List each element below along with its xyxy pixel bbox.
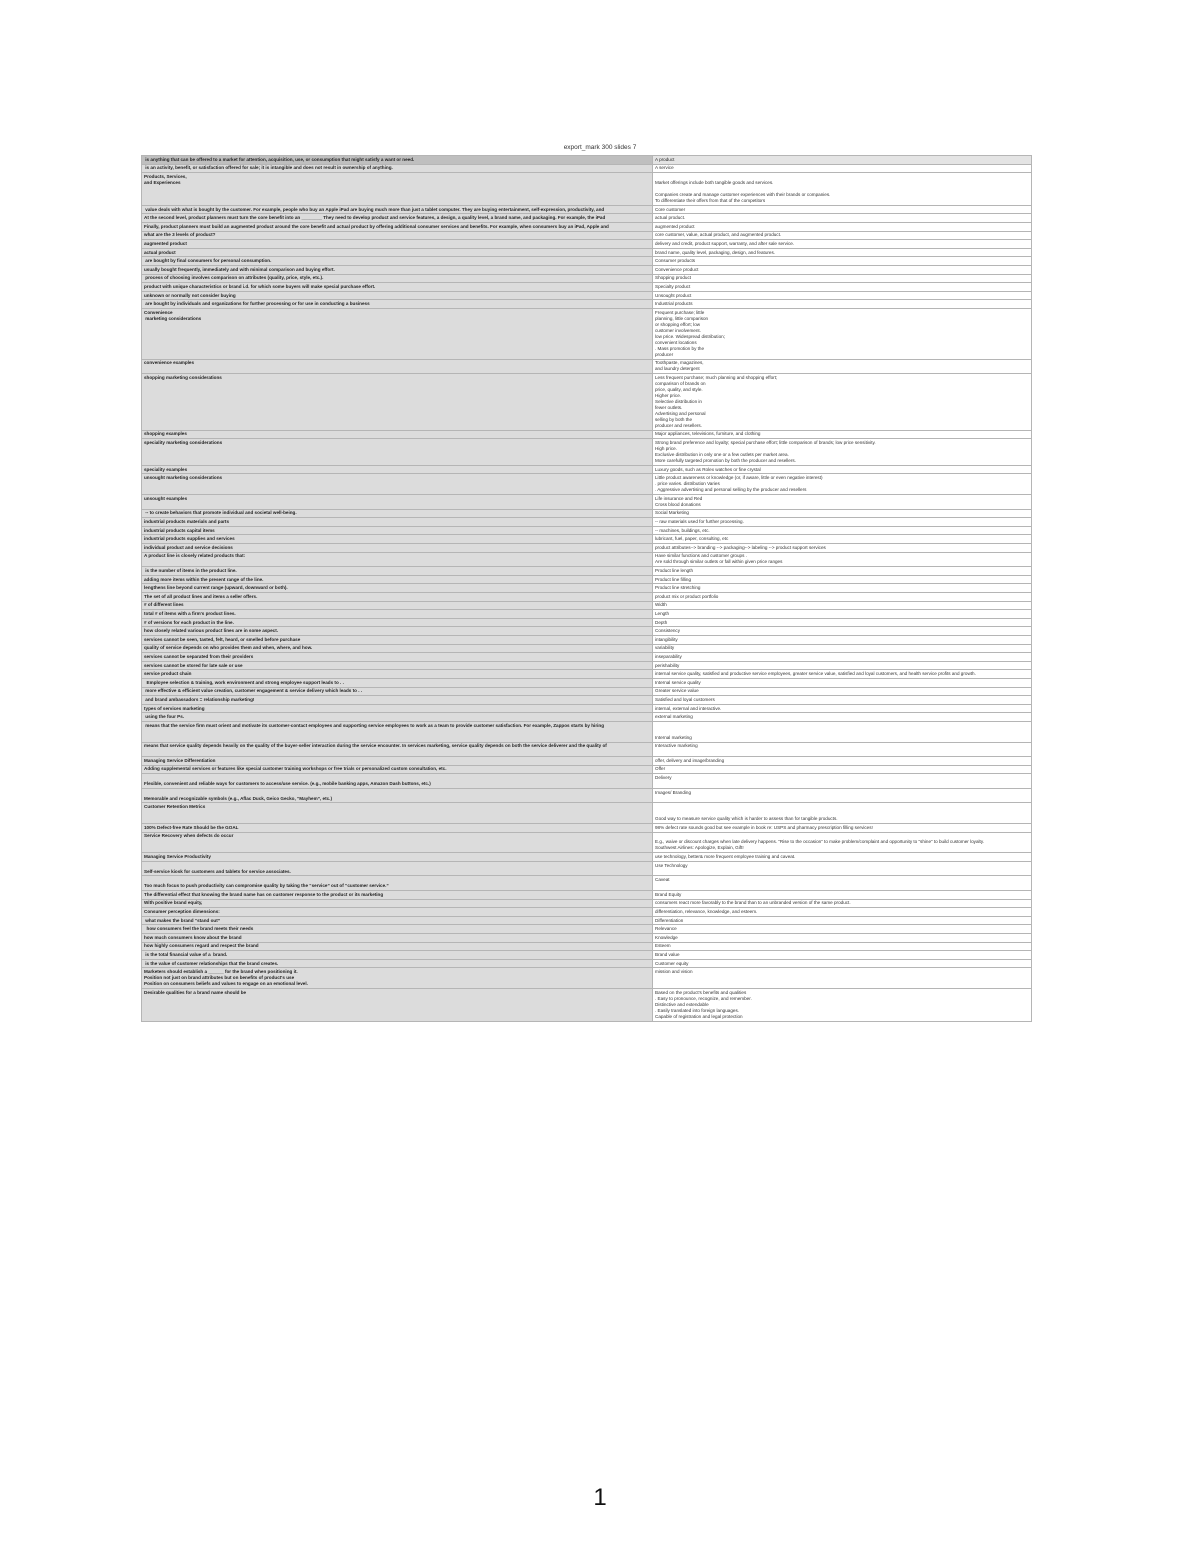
table-row <box>142 283 1032 292</box>
definition-cell: Knowledge <box>653 934 1032 943</box>
table-row <box>142 824 1032 833</box>
table-row <box>142 908 1032 917</box>
term-cell: service product chain <box>142 670 653 679</box>
term-cell: Managing Service Productivity <box>142 853 653 862</box>
definition-cell: Images/ Branding <box>653 788 1032 803</box>
table-row <box>142 788 1032 803</box>
table-row <box>142 765 1032 774</box>
term-cell: means that service quality depends heavily on the quality of the buyer-seller interaction during the service encounter. In services marketing, service quality depends on both the service deliverer and the quality of <box>142 742 653 757</box>
table-row <box>142 601 1032 610</box>
definition-cell: Luxury goods, such as Rolex watches or fine crystal <box>653 465 1032 474</box>
table-row <box>142 899 1032 908</box>
definition-cell: mission and vision <box>653 968 1032 989</box>
definition-cell: Unsought product <box>653 291 1032 300</box>
definition-cell: Industrial products <box>653 300 1032 309</box>
definition-cell: Interactive marketing <box>653 742 1032 757</box>
term-cell: Consumer perception dimensions: <box>142 908 653 917</box>
definition-cell: Market offerings include both tangible goods and services. Companies create and manage customer experiences with their brands or companies. To differentiate their offers from that of the competitors <box>653 173 1032 206</box>
definition-cell: Satisfied and loyal customers <box>653 696 1032 705</box>
definition-cell: E.g., waive or discount charges when late delivery happens. “Rise to the occasion” to make problem/complaint and opportunity to “shine” to build customer loyalty. Southwest Airlines: Apologize, Explain, Gift! <box>653 832 1032 853</box>
table-row <box>142 891 1032 900</box>
definition-cell: -- raw materials used for further processing. <box>653 518 1032 527</box>
table-row <box>142 308 1032 359</box>
definition-cell: augmented product <box>653 222 1032 231</box>
table-row <box>142 832 1032 853</box>
definition-cell: Social Marketing <box>653 509 1032 518</box>
term-cell: The differential effect that knowing the brand name has on customer response to the product or its marketing <box>142 891 653 900</box>
table-row <box>142 696 1032 705</box>
definition-cell: 98% defect rate sounds good but see example in book re: USPS and pharmacy prescription filling services! <box>653 824 1032 833</box>
term-cell: types of services marketing <box>142 704 653 713</box>
term-cell: how closely related various product lines are in some aspect. <box>142 627 653 636</box>
term-cell: # of versions for each product in the line. <box>142 618 653 627</box>
table-row <box>142 509 1032 518</box>
definition-cell: actual product. <box>653 214 1032 223</box>
definition-cell: use technology, better& more frequent employee training and caveat. <box>653 853 1032 862</box>
definition-cell: Esteem <box>653 942 1032 951</box>
definition-cell: Length <box>653 610 1032 619</box>
table-row <box>142 359 1032 374</box>
definition-cell: internal, external and interactive. <box>653 704 1032 713</box>
table-row <box>142 942 1032 951</box>
table-row <box>142 916 1032 925</box>
definition-cell: Caveat <box>653 876 1032 891</box>
table-row <box>142 222 1032 231</box>
definition-cell: lubricant, fuel, paper, consulting, etc <box>653 535 1032 544</box>
table-row <box>142 644 1032 653</box>
term-cell: Flexible, convenient and reliable ways for customers to access/use service. (e.g., mobile banking apps, Amazon Dash buttons, etc.) <box>142 774 653 789</box>
term-cell: actual product <box>142 248 653 257</box>
definition-cell: Internal service quality <box>653 678 1032 687</box>
definition-cell: Depth <box>653 618 1032 627</box>
definition-cell: inseparability <box>653 653 1032 662</box>
table-row <box>142 205 1032 214</box>
definition-cell: Delivery <box>653 774 1032 789</box>
term-cell: Service Recovery when defects do occur <box>142 832 653 853</box>
definition-cell: core customer, value, actual product, and augmented product. <box>653 231 1032 240</box>
definition-cell: Product line length <box>653 567 1032 576</box>
definition-cell: Strong brand preference and loyalty; special purchase effort; little comparison of brands; low price sensitivity. High price. Exclusive distribution in only one or a few outlets per market area. More carefully targeted promotion by both the producer and resellers. <box>653 439 1032 466</box>
table-row <box>142 300 1032 309</box>
table-row <box>142 474 1032 495</box>
definition-cell: product mix or product portfolio <box>653 593 1032 602</box>
table-row <box>142 552 1032 567</box>
term-cell: speciality marketing considerations <box>142 439 653 466</box>
definition-cell: Brand value <box>653 951 1032 960</box>
definition-cell: Convenience product <box>653 265 1032 274</box>
term-cell: unsought examples <box>142 495 653 510</box>
definition-cell: Based on the product's benefits and qualities . Easy to pronounce, recognize, and remember. Distinctive and extendable . Easily translated into foreign languages. Capable of registration and legal protection <box>653 988 1032 1021</box>
definition-cell: Width <box>653 601 1032 610</box>
table-row <box>142 465 1032 474</box>
term-cell: how much consumers know about the brand <box>142 934 653 943</box>
table-row <box>142 567 1032 576</box>
table-row <box>142 173 1032 206</box>
term-cell: Self-service kiosk for customers and tablets for service associates. <box>142 861 653 876</box>
definition-cell: delivery and credit, product support, warranty, and after sale service. <box>653 240 1032 249</box>
term-cell: and brand ambassadors = relationship marketing! <box>142 696 653 705</box>
table-row <box>142 544 1032 553</box>
table-row <box>142 627 1032 636</box>
term-cell: The set of all product lines and items a seller offers. <box>142 593 653 602</box>
term-cell: With positive brand equity, <box>142 899 653 908</box>
definition-cell: Consumer products <box>653 257 1032 266</box>
table-row <box>142 678 1032 687</box>
definition-cell: Toothpaste, magazines, and laundry detergent <box>653 359 1032 374</box>
term-cell: value deals with what is bought by the customer. For example, people who buy an Apple iPad are buying much more than just a tablet computer. They are buying entertainment, self-expression, productivity, and <box>142 205 653 214</box>
definition-cell: perishability <box>653 661 1032 670</box>
term-cell: Convenience marketing considerations <box>142 308 653 359</box>
table-row <box>142 575 1032 584</box>
definition-cell: Shopping product <box>653 274 1032 283</box>
definition-cell: consumers react more favorably to the brand than to an unbranded version of the same product. <box>653 899 1032 908</box>
term-cell: Customer Retention Metrics <box>142 803 653 824</box>
term-cell: using the four Ps. <box>142 713 653 722</box>
definition-cell: Consistency <box>653 627 1032 636</box>
term-cell: services cannot be stored for late sale or use <box>142 661 653 670</box>
table-row <box>142 248 1032 257</box>
definition-cell: differentiation, relevance, knowledge, and esteem. <box>653 908 1032 917</box>
table-row <box>142 274 1032 283</box>
term-cell: is the number of items in the product line. <box>142 567 653 576</box>
table-row <box>142 951 1032 960</box>
definition-cell: Specialty product <box>653 283 1032 292</box>
term-cell: services cannot be seen, tasted, felt, heard, or smelled before purchase <box>142 635 653 644</box>
term-cell: is anything that can be offered to a market for attention, acquisition, use, or consumption that might satisfy a want or need. <box>142 156 653 165</box>
term-cell: unknown or normally not consider buying <box>142 291 653 300</box>
table-row <box>142 713 1032 722</box>
term-cell: what makes the brand “stand out” <box>142 916 653 925</box>
table-row <box>142 757 1032 766</box>
term-cell: industrial products supplies and services <box>142 535 653 544</box>
table-row <box>142 853 1032 862</box>
table-row <box>142 610 1032 619</box>
term-cell: Memorable and recognizable symbols (e.g., Aflac Duck, Geico Gecko, “Mayhem”, etc.) <box>142 788 653 803</box>
table-row <box>142 968 1032 989</box>
term-cell: shopping marketing considerations <box>142 374 653 431</box>
table-row <box>142 670 1032 679</box>
definition-cell: A service <box>653 164 1032 173</box>
table-row <box>142 876 1032 891</box>
definition-cell: Greater service value <box>653 687 1032 696</box>
term-cell: how highly consumers regard and respect the brand <box>142 942 653 951</box>
term-cell: industrial products capital items <box>142 526 653 535</box>
term-cell: how consumers feel the brand meets their needs <box>142 925 653 934</box>
definition-cell: brand name, quality level, packaging, design, and features. <box>653 248 1032 257</box>
table-row <box>142 959 1032 968</box>
term-cell: means that the service firm must orient and motivate its customer-contact employees and supporting service employees to work as a team to provide customer satisfaction. For example, Zappos starts by hiring <box>142 721 653 742</box>
term-cell: product with unique characteristics or brand i.d. for which some buyers will make special purchase effort. <box>142 283 653 292</box>
definition-cell: Differentiation <box>653 916 1032 925</box>
table-row <box>142 231 1032 240</box>
term-cell: adding more items within the present range of the line. <box>142 575 653 584</box>
table-row <box>142 774 1032 789</box>
table-row <box>142 635 1032 644</box>
term-cell: usually bought frequently, immediately and with minimal comparison and buying effort. <box>142 265 653 274</box>
table-row <box>142 214 1032 223</box>
table-row <box>142 156 1032 165</box>
term-cell: more effective & efficient value creation, customer engagement & service delivery which leads to . . <box>142 687 653 696</box>
definition-cell: -- machines, buildings, etc. <box>653 526 1032 535</box>
term-cell: Employee selection & training, work environment and strong employee support leads to . . <box>142 678 653 687</box>
table-row <box>142 526 1032 535</box>
table-row <box>142 721 1032 742</box>
table-row <box>142 430 1032 439</box>
term-cell: is an activity, benefit, or satisfaction offered for sale; it is intangible and does not result in ownership of anything. <box>142 164 653 173</box>
table-row <box>142 687 1032 696</box>
definition-cell: Core customer <box>653 205 1032 214</box>
term-cell: speciality examples <box>142 465 653 474</box>
definition-cell: Good way to measure service quality which is harder to assess than for tangible products. <box>653 803 1032 824</box>
definition-cell: Have similar functions and customer groups . Are sold through similar outlets or fall within given price ranges <box>653 552 1032 567</box>
term-cell: process of choosing involves comparison on attributes (quality, price, style, etc.). <box>142 274 653 283</box>
term-cell: services cannot be separated from their providers <box>142 653 653 662</box>
table-row <box>142 439 1032 466</box>
definition-cell: internal service quality, satisfied and productive service employees, greater service value, satisfied and loyal customers, and health service profits and growth. <box>653 670 1032 679</box>
definition-cell: Brand Equity <box>653 891 1032 900</box>
flashcard-table <box>141 155 1032 1022</box>
table-row <box>142 661 1032 670</box>
table-row <box>142 618 1032 627</box>
term-cell: A product line is closely related products that: <box>142 552 653 567</box>
term-cell: Managing Service Differentiation <box>142 757 653 766</box>
table-row <box>142 257 1032 266</box>
table-row <box>142 164 1032 173</box>
term-cell: Desirable qualities for a brand name should be <box>142 988 653 1021</box>
definition-cell: Customer equity <box>653 959 1032 968</box>
term-cell: Products, Services, and Experiences <box>142 173 653 206</box>
term-cell: is the value of customer relationships that the brand creates. <box>142 959 653 968</box>
term-cell: Adding supplemental services or features like special customer training workshops or free trials or personalized custom consultation, etc. <box>142 765 653 774</box>
definition-cell: intangibility <box>653 635 1032 644</box>
page-number: 1 <box>593 1484 607 1511</box>
definition-cell: Frequent purchase; little planning, little comparison or shopping effort; low customer involvement. low price. Widespread distribution; convenient locations . Mass promotion by the producer <box>653 308 1032 359</box>
table-row <box>142 518 1032 527</box>
table-row <box>142 925 1032 934</box>
definition-cell: Less frequent purchase; much planning and shopping effort; comparison of brands on price, quality, and style. Higher price. Selective distribution in fewer outlets. Advertising and personal selling by both the producer and resellers. <box>653 374 1032 431</box>
definition-cell: Product line stretching <box>653 584 1032 593</box>
definition-cell: Internal marketing <box>653 721 1032 742</box>
term-cell: are bought by individuals and organizations for further processing or for use in conducting a business <box>142 300 653 309</box>
term-cell: augmented product <box>142 240 653 249</box>
term-cell: what are the 3 levels of product? <box>142 231 653 240</box>
term-cell: unsought marketing considerations <box>142 474 653 495</box>
table-row <box>142 742 1032 757</box>
definition-cell: A product <box>653 156 1032 165</box>
definition-cell: variability <box>653 644 1032 653</box>
term-cell: 100% Defect-free Rate Should be the GOAL <box>142 824 653 833</box>
term-cell: Too much focus to push productivity can compromise quality by taking the “service” out of “customer service.” <box>142 876 653 891</box>
definition-cell: Little product awareness or knowledge (or, if aware, little or even negative interest) . price varies. distribution Varies . Aggressive advertising and personal selling by the producer and resellers <box>653 474 1032 495</box>
definition-cell: Relevance <box>653 925 1032 934</box>
term-cell: -- to create behaviors that promote individual and societal well-being. <box>142 509 653 518</box>
term-cell: lengthens line beyond current range (upward, downward or both). <box>142 584 653 593</box>
term-cell: quality of service depends on who provides them and when, where, and how. <box>142 644 653 653</box>
table-row <box>142 495 1032 510</box>
term-cell: is the total financial value of a brand. <box>142 951 653 960</box>
term-cell: are bought by final consumers for personal consumption. <box>142 257 653 266</box>
table-row <box>142 265 1032 274</box>
term-cell: # of different lines <box>142 601 653 610</box>
term-cell: individual product and service decisions <box>142 544 653 553</box>
term-cell: shopping examples <box>142 430 653 439</box>
definition-cell: Use Technology <box>653 861 1032 876</box>
sheet-title: export_mark 300 slides 7 <box>563 144 637 151</box>
definition-cell: offer, delivery and image/branding <box>653 757 1032 766</box>
table-row <box>142 934 1032 943</box>
definition-cell: Offer <box>653 765 1032 774</box>
table-row <box>142 803 1032 824</box>
table-row <box>142 861 1032 876</box>
table-row <box>142 240 1032 249</box>
table-row <box>142 291 1032 300</box>
table-row <box>142 374 1032 431</box>
term-cell: Finally, product planners must build an augmented product around the core benefit and actual product by offering additional consumer services and benefits. For example, when consumers buy an iPad, Apple and <box>142 222 653 231</box>
definition-cell: Life insurance and Red Cross blood donations <box>653 495 1032 510</box>
definition-cell: Product line filling <box>653 575 1032 584</box>
term-cell: convenience examples <box>142 359 653 374</box>
term-cell: Marketers should establish a ______ for the brand when positioning it. Position not just on brand attributes but on benefits of product's use Position on consumers beliefs and values to engage on an emotional level. <box>142 968 653 989</box>
definition-cell: product attributes--> branding --> packaging--> labeling --> product support services <box>653 544 1032 553</box>
flashcard-table-body <box>142 156 1032 1022</box>
term-cell: industrial products materials and parts <box>142 518 653 527</box>
table-row <box>142 704 1032 713</box>
table-row <box>142 593 1032 602</box>
table-row <box>142 988 1032 1021</box>
table-row <box>142 584 1032 593</box>
table-row <box>142 653 1032 662</box>
table-row <box>142 535 1032 544</box>
definition-cell: external marketing <box>653 713 1032 722</box>
term-cell: total # of items with a firm's product lines. <box>142 610 653 619</box>
term-cell: At the second level, product planners must turn the core benefit into an ________ They need to develop product and service features, a design, a quality level, a brand name, and packaging. For example, the iPad <box>142 214 653 223</box>
definition-cell: Major appliances, televisions, furniture, and clothing <box>653 430 1032 439</box>
